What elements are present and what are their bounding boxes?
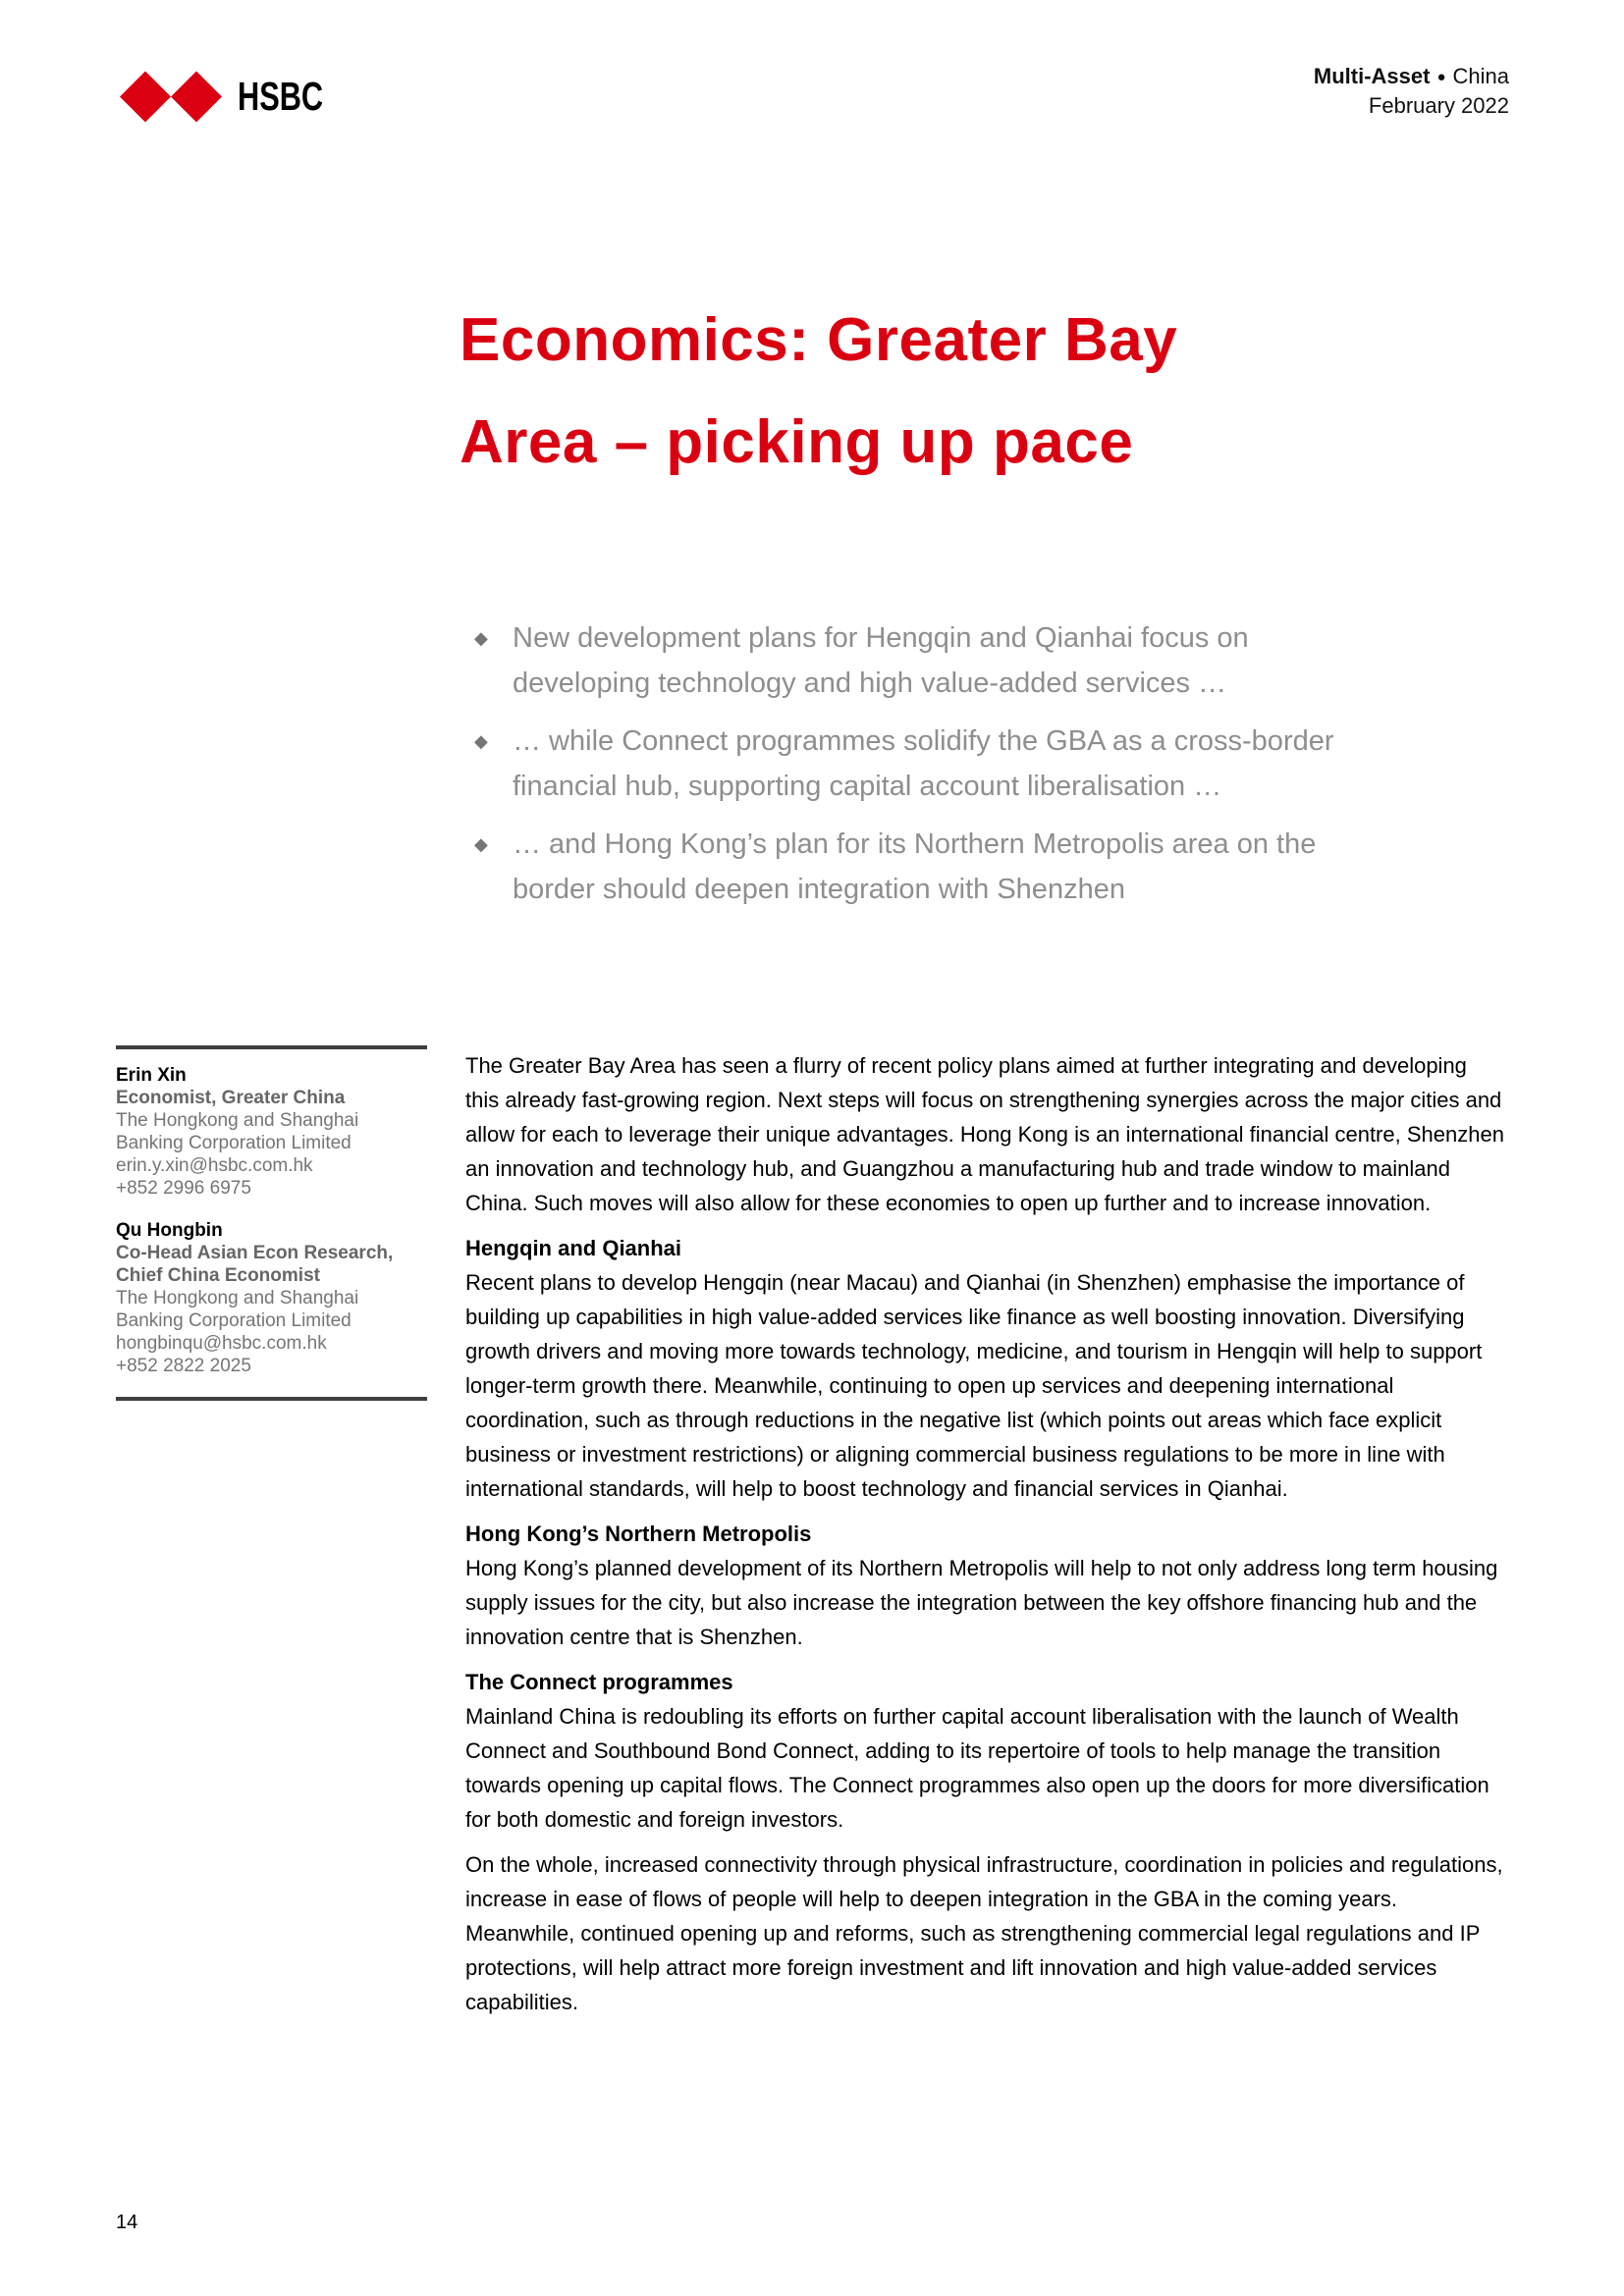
bullet-item [474,615,1397,706]
region: China [1452,64,1509,88]
authors-sidebar [116,1045,427,1401]
author-name: Erin Xin [116,1065,187,1086]
header-meta-line1 [1314,62,1509,91]
section-heading: The Connect programmes [465,1670,733,1694]
sidebar-bottom-rule [116,1397,427,1401]
diamond-bullet-icon: ◆ [474,731,488,751]
separator-dot-icon: ● [1436,69,1446,85]
author-block [116,1219,427,1377]
bullet-text: … while Connect programmes solidify the GBA as a cross-border financial hub, supporting capital account liberalisation … [513,725,1334,802]
author-block [116,1064,427,1200]
title-line: Economics: Greater Bay [460,306,1178,374]
report-title [460,290,1441,494]
bullet-item [474,822,1397,912]
section-heading: Hong Kong’s Northern Metropolis [465,1522,812,1546]
hsbc-logo [120,71,352,123]
bullet-text: New development plans for Hengqin and Qianhai focus on developing technology and high value-added services … [513,622,1249,699]
diamond-bullet-icon: ◆ [474,628,488,648]
outro-paragraph: On the whole, increased connectivity through physical infrastructure, coordination in policies and regulations, increase in ease of flows of people will help to deepen integration in the GBA in the coming years. Meanwhile, continued opening up and reforms, such as strengthening commercial legal regulations and IP protections, will help attract more foreign investment and lift innovation and high value-added services capabilities. [465,1852,1503,2014]
section-paragraph: Mainland China is redoubling its efforts on further capital account liberalisation with the launch of Wealth Connect and Southbound Bond Connect, adding to its repertoire of tools to help manage the transition towards opening up capital flows. The Connect programmes also open up the doors for more diversification for both domestic and foreign investors. [465,1704,1489,1832]
author-title: Economist, Greater China [116,1088,346,1108]
author-email-link[interactable]: erin.y.xin@hsbc.com.hk [116,1155,313,1176]
article-body [465,1048,1506,2019]
section-paragraph: Hong Kong’s planned development of its Northern Metropolis will help to not only address long term housing supply issues for the city, but also increase the integration between the key offshore financing hub and the innovation centre that is Shenzhen. [465,1556,1498,1649]
intro-paragraph: The Greater Bay Area has seen a flurry of recent policy plans aimed at further integrating and developing this already fast-growing region. Next steps will focus on strengthening synergies across the major cities and allow for each to leverage their unique advantages. Hong Kong is an international financial centre, Shenzhen an innovation and technology hub, and Guangzhou a manufacturing hub and trade window to mainland China. Such moves will also allow for these economies to open up further and to increase innovation. [465,1053,1504,1215]
sidebar-top-rule [116,1045,427,1049]
author-company: The Hongkong and Shanghai Banking Corporation Limited [116,1110,359,1153]
author-phone: +852 2996 6975 [116,1178,251,1199]
doc-type: Multi-Asset [1313,64,1431,88]
header-date: February 2022 [1368,93,1509,118]
section-paragraph: Recent plans to develop Hengqin (near Macau) and Qianhai (in Shenzhen) emphasise the importance of building up capabilities in high value-added services like finance as well boosting innovation. Diversifying growth drivers and moving more towards technology, medicine, and tourism in Hengqin will help to support longer-term growth there. Meanwhile, continuing to open up services and deepening international coordination, such as through reductions in the negative list (which points out areas which face explicit business or investment restrictions) or aligning commercial business regulations to be more in line with international standards, will help to boost technology and financial services in Qianhai. [465,1270,1483,1501]
diamond-bullet-icon: ◆ [474,834,488,854]
bullet-item [474,719,1397,809]
hsbc-hexagon-icon [120,71,222,123]
summary-bullets [474,615,1397,925]
author-company: The Hongkong and Shanghai Banking Corporation Limited [116,1288,359,1331]
header-meta [1314,62,1509,120]
page-number: 14 [116,2212,138,2233]
author-name: Qu Hongbin [116,1220,223,1241]
author-email-link[interactable]: hongbinqu@hsbc.com.hk [116,1333,327,1354]
bullet-text: … and Hong Kong’s plan for its Northern Metropolis area on the border should deepen integration with Shenzhen [513,828,1317,905]
author-phone: +852 2822 2025 [116,1356,251,1376]
brand-text: HSBC [238,74,324,119]
section-heading: Hengqin and Qianhai [465,1236,682,1260]
author-title: Co-Head Asian Econ Research, Chief China Economist [116,1243,394,1286]
title-line: Area – picking up pace [460,408,1134,476]
